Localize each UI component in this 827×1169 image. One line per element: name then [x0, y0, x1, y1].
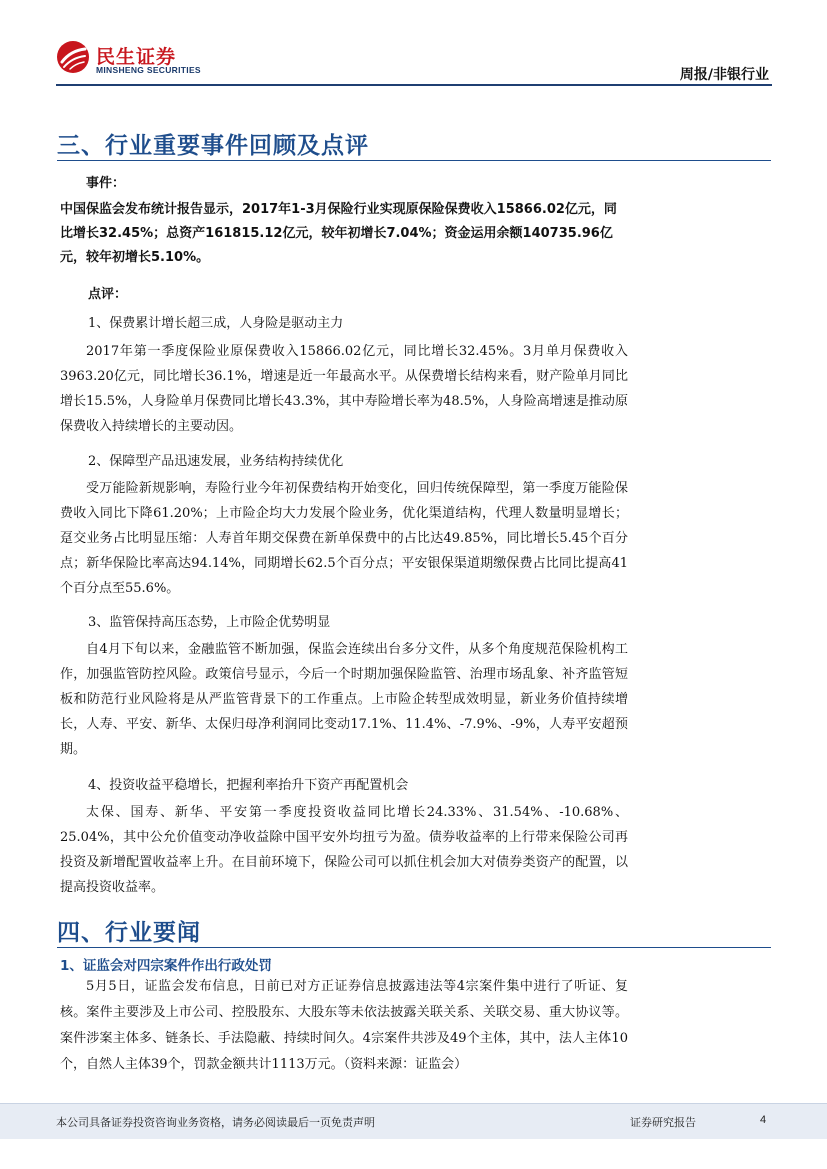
event-summary: 中国保监会发布统计报告显示，2017年1-3月保险行业实现原保险保费收入15866.02亿元，同比增长32.45%；总资产161815.12亿元，较年初增长7.04%；资金运用余额140735.96亿元，较年初增长5.10%。 — [60, 202, 617, 265]
comment-label: 点评： — [88, 287, 128, 302]
point-heading-4: 4、投资收益平稳增长，把握利率抬升下资产再配置机会 — [88, 778, 409, 793]
news-title-1: 1、证监会对四宗案件作出行政处罚 — [60, 958, 272, 974]
report-type-label: 周报/非银行业 — [679, 67, 769, 83]
footer-doc-type: 证券研究报告 — [630, 1116, 696, 1129]
company-logo — [56, 40, 206, 80]
section-title-news: 四、行业要闻 — [57, 920, 201, 946]
footer-disclaimer: 本公司具备证券投资咨询业务资格，请务必阅读最后一页免责声明 — [56, 1116, 375, 1129]
section-divider — [57, 947, 771, 948]
point-heading-3: 3、监管保持高压态势，上市险企优势明显 — [88, 615, 331, 630]
minsheng-logo-icon — [56, 40, 90, 74]
page-footer — [0, 1103, 827, 1139]
logo-chinese-name: 民生证券 — [96, 46, 177, 68]
page-header — [0, 0, 827, 90]
event-label: 事件： — [86, 176, 126, 191]
header-divider — [56, 84, 772, 86]
logo-english-name: MINSHENG SECURITIES — [96, 65, 201, 75]
point-body-2: 受万能险新规影响，寿险行业今年初保费结构开始变化，回归传统保障型，第一季度万能险保费收入同比下降61.20%；上市险企均大力发展个险业务，优化渠道结构，代理人数量明显增长；趸交业务占比明显压缩：人寿首年期交保费在新单保费中的占比达49.85%，同比增长5.45个百分点；新华保险比率高达94.14%，同期增长62.5个百分点；平安银保渠道期缴保费占比同比提高41个百分点至55.6%。 — [60, 481, 628, 596]
section-title-events: 三、行业重要事件回顾及点评 — [57, 133, 369, 159]
news-body-1: 5月5日，证监会发布信息，日前已对方正证券信息披露违法等4宗案件集中进行了听证、复核。案件主要涉及上市公司、控股股东、大股东等未依法披露关联关系、关联交易、重大协议等。案件涉案主体多、链条长、手法隐蔽、持续时间久。4宗案件共涉及49个主体，其中，法人主体10个，自然人主体39个，罚款金额共计1113万元。（资料来源：证监会） — [60, 979, 628, 1072]
point-body-4: 太保、国寿、新华、平安第一季度投资收益同比增长24.33%、31.54%、-10.68%、25.04%，其中公允价值变动净收益除中国平安外均扭亏为盈。债券收益率的上行带来保险公司再投资及新增配置收益率上升。在目前环境下，保险公司可以抓住机会加大对债券类资产的配置，以提高投资收益率。 — [60, 805, 628, 895]
section-divider — [57, 160, 771, 161]
point-heading-2: 2、保障型产品迅速发展，业务结构持续优化 — [88, 454, 344, 469]
point-heading-1: 1、保费累计增长超三成，人身险是驱动主力 — [88, 316, 344, 331]
point-body-1: 2017年第一季度保险业原保费收入15866.02亿元，同比增长32.45%。3月单月保费收入3963.20亿元，同比增长36.1%，增速是近一年最高水平。从保费增长结构来看，财产险单月同比增长15.5%，人身险单月保费同比增长43.3%，其中寿险增长率为48.5%，人身险高增速是推动原保费收入持续增长的主要动因。 — [60, 344, 628, 434]
page-number: 4 — [760, 1114, 767, 1126]
point-body-3: 自4月下旬以来，金融监管不断加强，保监会连续出台多分文件，从多个角度规范保险机构工作，加强监管防控风险。政策信号显示，今后一个时期加强保险监管、治理市场乱象、补齐监管短板和防范行业风险将是从严监管背景下的工作重点。上市险企转型成效明显，新业务价值持续增长，人寿、平安、新华、太保归母净利润同比变动17.1%、11.4%、-7.9%、-9%，人寿平安超预期。 — [60, 642, 628, 757]
